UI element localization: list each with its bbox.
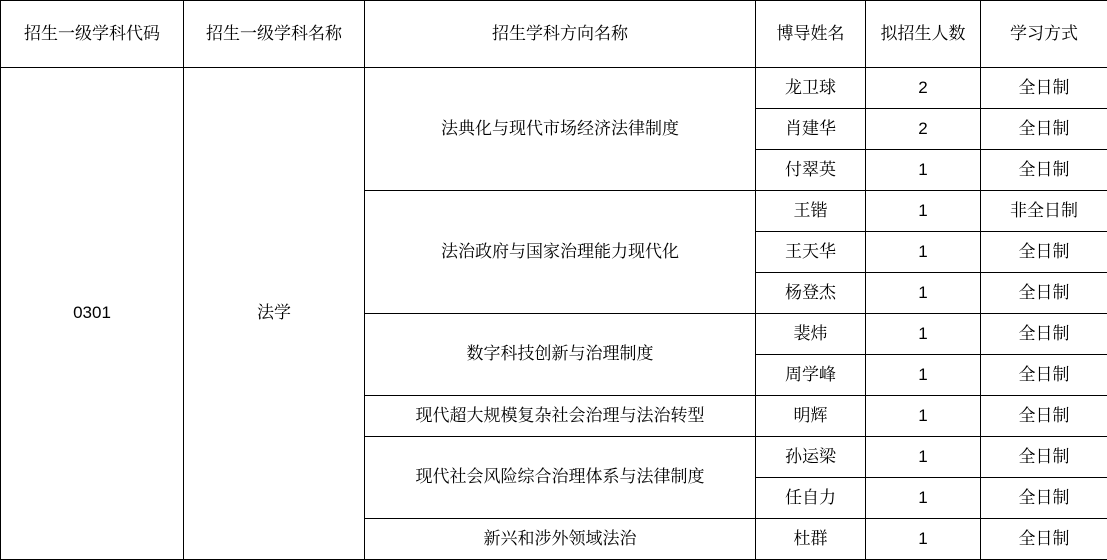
cell-study-mode: 全日制	[981, 109, 1107, 150]
cell-planned-count: 2	[866, 68, 981, 109]
column-header-direction-name: 招生学科方向名称	[365, 1, 756, 68]
cell-advisor-name: 周学峰	[756, 355, 866, 396]
column-header-discipline-code: 招生一级学科代码	[1, 1, 184, 68]
cell-advisor-name: 王锴	[756, 191, 866, 232]
cell-planned-count: 1	[866, 273, 981, 314]
cell-study-mode: 全日制	[981, 437, 1107, 478]
cell-advisor-name: 肖建华	[756, 109, 866, 150]
cell-study-mode: 全日制	[981, 478, 1107, 519]
cell-study-mode: 全日制	[981, 519, 1107, 560]
cell-direction-name: 数字科技创新与治理制度	[365, 314, 756, 396]
cell-direction-name: 现代超大规模复杂社会治理与法治转型	[365, 396, 756, 437]
cell-planned-count: 1	[866, 314, 981, 355]
column-header-study-mode: 学习方式	[981, 1, 1107, 68]
cell-planned-count: 1	[866, 437, 981, 478]
column-header-advisor-name: 博导姓名	[756, 1, 866, 68]
cell-advisor-name: 付翠英	[756, 150, 866, 191]
cell-discipline-name: 法学	[184, 68, 365, 560]
cell-study-mode: 全日制	[981, 396, 1107, 437]
table-header-row	[1, 1, 1107, 68]
cell-planned-count: 2	[866, 109, 981, 150]
cell-advisor-name: 王天华	[756, 232, 866, 273]
cell-direction-name: 新兴和涉外领域法治	[365, 519, 756, 560]
column-header-planned-count: 拟招生人数	[866, 1, 981, 68]
cell-advisor-name: 裴炜	[756, 314, 866, 355]
cell-study-mode: 全日制	[981, 68, 1107, 109]
cell-advisor-name: 明辉	[756, 396, 866, 437]
cell-study-mode: 全日制	[981, 273, 1107, 314]
table-body	[1, 68, 1107, 560]
column-header-discipline-name: 招生一级学科名称	[184, 1, 365, 68]
cell-planned-count: 1	[866, 478, 981, 519]
cell-advisor-name: 孙运梁	[756, 437, 866, 478]
cell-study-mode: 全日制	[981, 232, 1107, 273]
table-header	[1, 1, 1107, 68]
cell-advisor-name: 杜群	[756, 519, 866, 560]
cell-study-mode: 全日制	[981, 314, 1107, 355]
cell-advisor-name: 杨登杰	[756, 273, 866, 314]
table-row	[1, 68, 1107, 109]
cell-study-mode: 非全日制	[981, 191, 1107, 232]
cell-planned-count: 1	[866, 519, 981, 560]
cell-advisor-name: 龙卫球	[756, 68, 866, 109]
cell-direction-name: 法典化与现代市场经济法律制度	[365, 68, 756, 191]
cell-discipline-code: 0301	[1, 68, 184, 560]
cell-direction-name: 法治政府与国家治理能力现代化	[365, 191, 756, 314]
cell-study-mode: 全日制	[981, 150, 1107, 191]
cell-planned-count: 1	[866, 232, 981, 273]
cell-advisor-name: 任自力	[756, 478, 866, 519]
cell-direction-name: 现代社会风险综合治理体系与法律制度	[365, 437, 756, 519]
cell-planned-count: 1	[866, 355, 981, 396]
cell-planned-count: 1	[866, 396, 981, 437]
cell-planned-count: 1	[866, 191, 981, 232]
cell-study-mode: 全日制	[981, 355, 1107, 396]
cell-planned-count: 1	[866, 150, 981, 191]
